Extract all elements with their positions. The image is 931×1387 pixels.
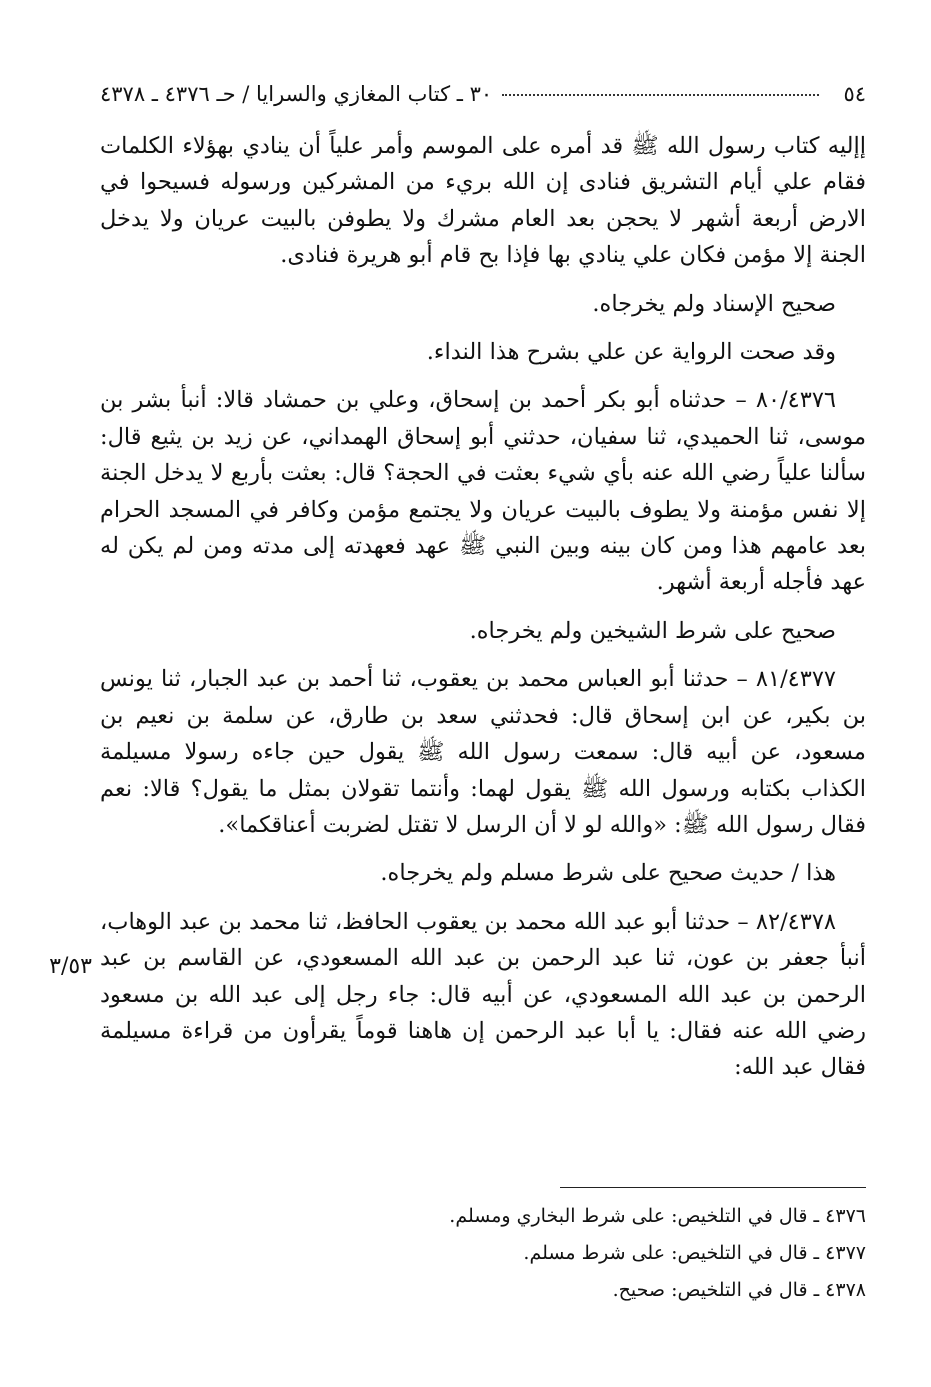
marginal-volume-page-ref: ٣/٥٣ xyxy=(49,954,92,979)
paragraph-hadith-4376: ٨٠/٤٣٧٦ – حدثناه أبو بكر أحمد بن إسحاق، وعلي بن حمشاد قالا: أنبأ بشر بن موسى، ثنا الحميدي، ثنا سفيان، حدثني أبو إسحاق الهمداني، عن زيد بن يثيع قال: سألنا علياً رضي الله عنه بأي شيء بعثت في الحجة؟ قال: بعثت بأربع لا يدخل الجنة إلا نفس مؤمنة ولا يطوف بالبيت عريان ولا يجتمع مؤمن وكافر في المسجد الحرام بعد عامهم هذا ومن كان بينه وبين النبي ﷺ عهد فعهدته إلى مدته ومن لم يكن له عهد فأجله أربعة أشهر. xyxy=(100,387,866,596)
running-header xyxy=(100,74,866,114)
running-title: ٣٠ ـ كتاب المغازي والسرايا / حـ ٤٣٧٦ ـ ٤٣٧٨ xyxy=(100,82,493,106)
paragraph-grading-4375: صحيح الإسناد ولم يخرجاه. xyxy=(592,290,836,317)
footnotes xyxy=(100,1198,866,1309)
main-text xyxy=(100,128,866,1086)
footnote-4377: ٤٣٧٧ ـ قال في التلخيص: على شرط مسلم. xyxy=(523,1242,866,1264)
paragraph-grading-4376: صحيح على شرط الشيخين ولم يخرجاه. xyxy=(469,617,836,644)
paragraph-grading-4377: هذا / حديث صحيح على شرط مسلم ولم يخرجاه. xyxy=(380,860,836,887)
footnote-4378: ٤٣٧٨ ـ قال في التلخيص: صحيح. xyxy=(612,1279,866,1301)
paragraph-note: وقد صحت الرواية عن علي بشرح هذا النداء. xyxy=(426,339,836,366)
paragraph-hadith-4378: ٨٢/٤٣٧٨ – حدثنا أبو عبد الله محمد بن يعقوب الحافظ، ثنا محمد بن عبد الوهاب، أنبأ جعفر بن عون، ثنا عبد الرحمن بن عبد الله المسعودي، عن القاسم بن عبد الرحمن بن عبد الله المسعودي، عن أبيه قال: جاء رجل إلى عبد الله بن مسعود رضي الله عنه فقال: يا أبا عبد الرحمن إن هاهنا قوماً يقرأون من قراءة مسيلمة فقال عبد الله: xyxy=(100,908,866,1081)
paragraph-continuation: إإليه كتاب رسول الله ﷺ قد أمره على الموسم وأمر علياً أن ينادي بهؤلاء الكلمات فقام علي أيام التشريق فنادى إن الله بريء من المشركين ورسوله فسيحوا في الارض أربعة أشهر لا يحجن بعد العام مشرك ولا يطوفن بالبيت عريان ولا يدخل الجنة إلا مؤمن فكان علي ينادي بها فإذا بح قام أبو هريرة فنادى. xyxy=(100,133,866,269)
paragraph-hadith-4377: ٨١/٤٣٧٧ – حدثنا أبو العباس محمد بن يعقوب، ثنا أحمد بن عبد الجبار، ثنا يونس بن بكير، عن ابن إسحاق قال: فحدثني سعد بن طارق، عن سلمة بن نعيم بن مسعود، عن أبيه قال: سمعت رسول الله ﷺ يقول حين جاءه رسولا مسيلمة الكذاب بكتابه ورسول الله ﷺ يقول لهما: وأنتما تقولان بمثل ما يقول؟ قالا: نعم فقال رسول الله ﷺ: «والله لو لا أن الرسل لا تقتل لضربت أعناقكما». xyxy=(100,666,866,838)
footnote-divider xyxy=(560,1187,866,1188)
header-leader-dots xyxy=(502,92,819,96)
page-number: ٥٤ xyxy=(843,82,866,106)
footnote-4376: ٤٣٧٦ ـ قال في التلخيص: على شرط البخاري ومسلم. xyxy=(449,1205,866,1227)
